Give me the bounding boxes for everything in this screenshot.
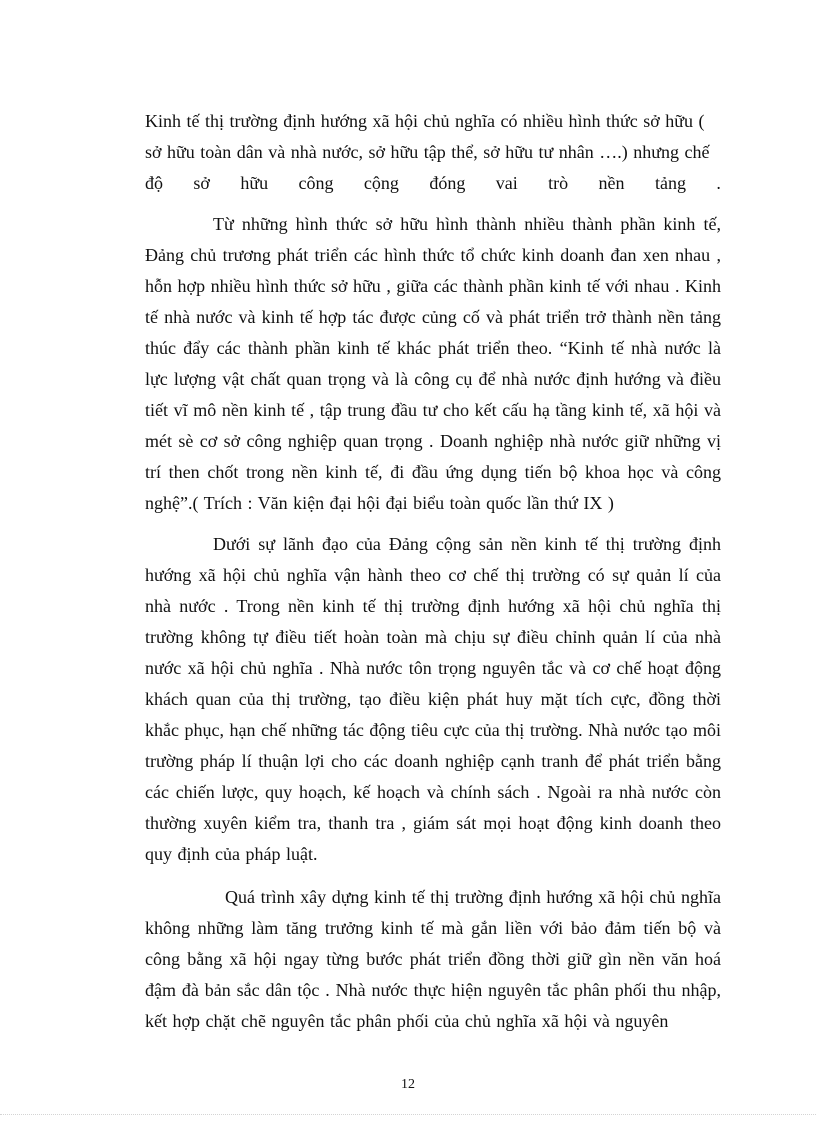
paragraph-1-line-1: Kinh tế thị trường định hướng xã hội chủ nghĩa có nhiều hình thức sở hữu ( [145,111,705,131]
word: nền [598,173,625,193]
word: hữu [240,173,269,193]
paragraph-3: Dưới sự lãnh đạo của Đảng cộng sản nền kinh tế thị trường định hướng xã hội chủ nghĩa vận hành theo cơ chế thị trường có sự quản lí của nhà nước . Trong nền kinh tế thị trường định hướng xã hội chủ nghĩa thị trường không tự điều tiết hoàn toàn mà chịu sự điều chỉnh quản lí của nhà nước xã hội chủ nghĩa . Nhà nước tôn trọng nguyên tắc và cơ chế hoạt động khách quan của thị trường, tạo điều kiện phát huy mặt tích cực, đồng thời khắc phục, hạn chế những tác động tiêu cực của thị trường. Nhà nước tạo môi trường pháp lí thuận lợi cho các doanh nghiệp cạnh tranh để phát triển bằng các chiến lược, quy hoạch, kế hoạch và chính sách . Ngoài ra nhà nước còn thường xuyên kiểm tra, thanh tra , giám sát mọi hoạt động kinh doanh theo quy định của pháp luật. [145,534,721,864]
document-body [145,106,721,1037]
word: trò [548,173,569,193]
page-bottom-divider [0,1114,816,1115]
word: . [716,173,721,193]
paragraph-1 [145,106,721,199]
word: đóng [429,173,466,193]
paragraph-1-line-2: sở hữu toàn dân và nhà nước, sở hữu tập thể, sở hữu tư nhân ….) nhưng chế [145,142,710,162]
word: vai [495,173,518,193]
paragraph-4: Quá trình xây dựng kinh tế thị trường định hướng xã hội chủ nghĩa không những làm tăng trưởng kinh tế mà gắn liền với bảo đảm tiến bộ và công bằng xã hội ngay từng bước phát triển đồng thời giữ gìn nền văn hoá đậm đà bản sắc dân tộc . Nhà nước thực hiện nguyên tắc phân phối thu nhập, kết hợp chặt chẽ nguyên tắc phân phối của chủ nghĩa xã hội và nguyên [145,887,721,1031]
word: tảng [654,173,686,193]
word: độ [145,173,163,193]
paragraph-1-line-3 [145,168,721,199]
word: cộng [363,173,399,193]
word: công [298,173,334,193]
word: sở [193,173,210,193]
paragraph-2: Từ những hình thức sở hữu hình thành nhiều thành phần kinh tế, Đảng chủ trương phát triển các hình thức tổ chức kinh doanh đan xen nhau , hỗn hợp nhiều hình thức sở hữu , giữa các thành phần kinh tế với nhau . Kinh tế nhà nước và kinh tế hợp tác được củng cố và phát triển trở thành nền tảng thúc đẩy các thành phần kinh tế khác phát triển theo. “Kinh tế nhà nước là lực lượng vật chất quan trọng và là công cụ để nhà nước định hướng và điều tiết vĩ mô nền kinh tế , tập trung đầu tư cho kết cấu hạ tầng kinh tế, xã hội và mét sè cơ sở công nghiệp quan trọng . Doanh nghiệp nhà nước giữ những vị trí then chốt trong nền kinh tế, đi đầu ứng dụng tiến bộ khoa học và công nghệ”.( Trích : Văn kiện đại hội đại biểu toàn quốc lần thứ IX ) [145,214,721,513]
page-number: 12 [401,1077,415,1092]
